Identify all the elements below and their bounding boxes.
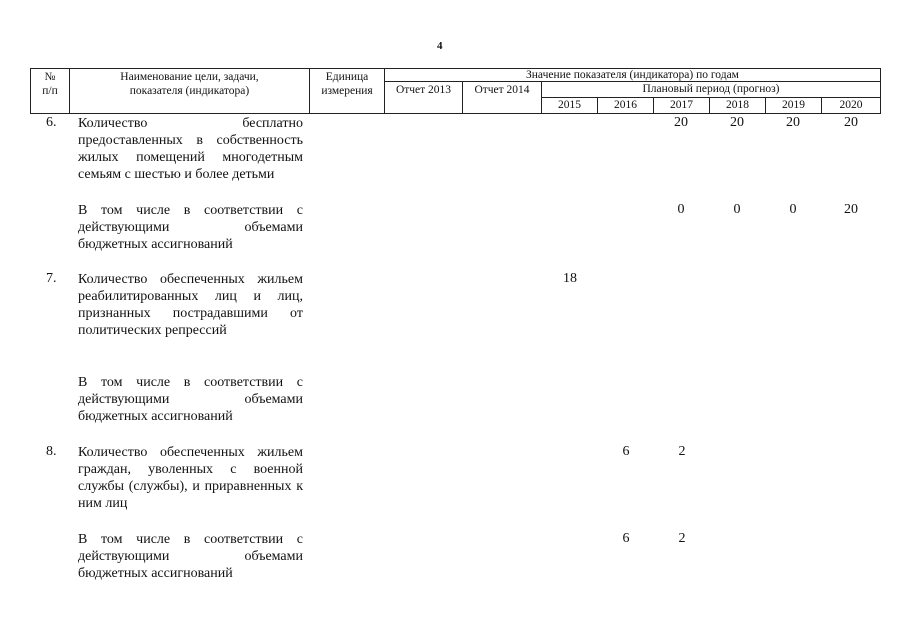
header-name-label: Наименование цели, задачи, показателя (индикатора) xyxy=(120,71,259,97)
header-report-2014-label: Отчет 2014 xyxy=(474,84,530,96)
value-cell-2015: 18 xyxy=(563,271,577,286)
header-plan-label: Плановый период (прогноз) xyxy=(642,83,780,95)
header-report-2013-label: Отчет 2013 xyxy=(395,84,452,96)
value-cell-2018: 20 xyxy=(730,115,744,130)
value-cell-2020: 20 xyxy=(844,202,858,217)
header-values-label: Значение показателя (индикатора) по годам xyxy=(526,69,739,81)
row-description: Количество обеспеченных жильем граждан, уволенных с военной службы (службы), и приравненных к ним лиц xyxy=(78,445,303,511)
row-description: Количество бесплатно предоставленных в собственность жилых помещений многодетным семьям с шестью и более детьми xyxy=(78,116,303,182)
value-cell-2017: 0 xyxy=(677,202,685,217)
value-cell-2017: 2 xyxy=(678,444,686,459)
row-description: В том числе в соответствии с действующими объемами бюджетных ассигнований xyxy=(78,532,303,581)
row-number: 7. xyxy=(46,271,57,286)
row-number: 6. xyxy=(46,115,57,130)
header-year-label: 2018 xyxy=(726,99,749,111)
page-number: 4 xyxy=(437,40,443,52)
header-year-label: 2015 xyxy=(558,99,581,111)
header-year-label: 2019 xyxy=(782,99,805,111)
row-description: В том числе в соответствии с действующими объемами бюджетных ассигнований xyxy=(78,203,303,252)
value-cell-2020: 20 xyxy=(844,115,858,130)
row-number: 8. xyxy=(46,444,57,459)
value-cell-2017: 2 xyxy=(678,531,686,546)
header-unit-label: Единица измерения xyxy=(321,71,373,97)
header-year-label: 2017 xyxy=(670,99,693,111)
header-num-label: № п/п xyxy=(42,71,58,97)
header-year-label: 2016 xyxy=(614,99,637,111)
row-description: В том числе в соответствии с действующими объемами бюджетных ассигнований xyxy=(78,375,303,424)
value-cell-2019: 0 xyxy=(789,202,797,217)
row-description: Количество обеспеченных жильем реабилитированных лиц и лиц, признанных пострадавшими от политических репрессий xyxy=(78,272,303,338)
value-cell-2019: 20 xyxy=(786,115,800,130)
value-cell-2016: 6 xyxy=(622,444,630,459)
header-year-label: 2020 xyxy=(839,99,863,111)
value-cell-2017: 20 xyxy=(674,115,688,130)
value-cell-2018: 0 xyxy=(733,202,741,217)
value-cell-2016: 6 xyxy=(622,531,630,546)
